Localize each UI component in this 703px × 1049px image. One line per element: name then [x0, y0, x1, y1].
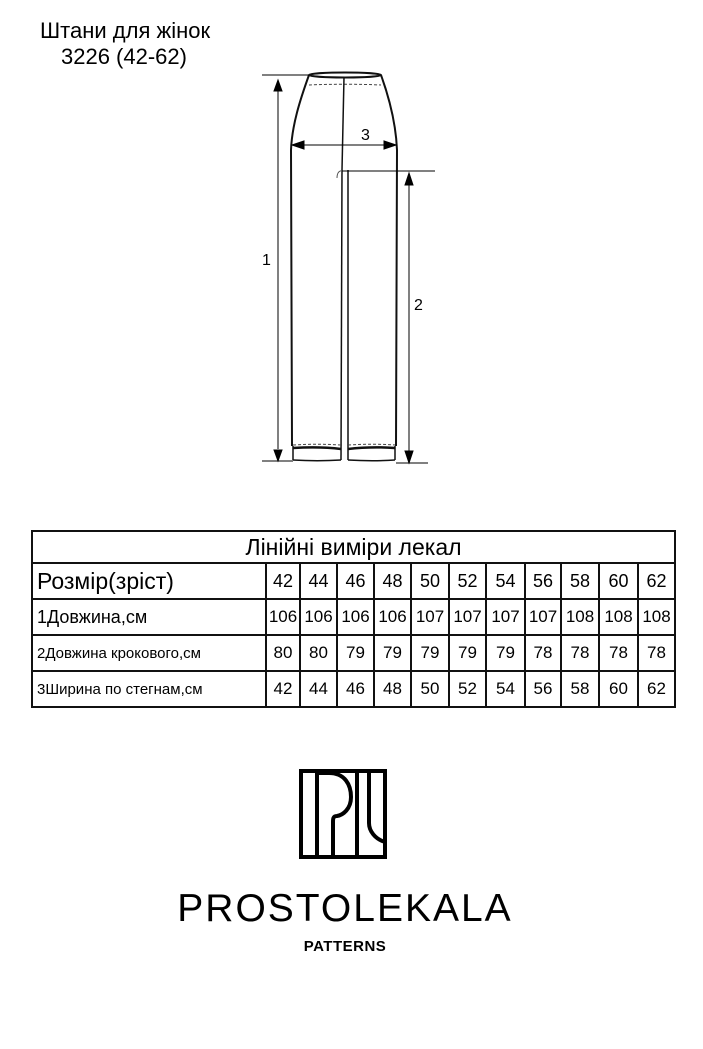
value-cell: 44 [300, 671, 337, 707]
dimension-inseam [342, 171, 435, 463]
table-row-sizes [32, 563, 675, 599]
value-cell: 79 [486, 635, 525, 671]
value-cell: 107 [525, 599, 561, 635]
value-cell: 79 [374, 635, 411, 671]
size-cell: 46 [337, 563, 374, 599]
dimension-label-2: 2 [414, 297, 423, 314]
size-cell: 42 [266, 563, 300, 599]
row-label: 1Довжина,см [32, 599, 266, 635]
value-cell: 78 [561, 635, 599, 671]
table-row-inseam [32, 635, 675, 671]
size-label: Розмір(зріст) [32, 563, 266, 599]
size-cell: 52 [449, 563, 486, 599]
value-cell: 80 [300, 635, 337, 671]
value-cell: 50 [411, 671, 449, 707]
value-cell: 108 [599, 599, 638, 635]
trousers-outline [291, 73, 397, 461]
value-cell: 52 [449, 671, 486, 707]
value-cell: 106 [266, 599, 300, 635]
value-cell: 107 [449, 599, 486, 635]
value-cell: 106 [337, 599, 374, 635]
value-cell: 56 [525, 671, 561, 707]
value-cell: 60 [599, 671, 638, 707]
value-cell: 79 [337, 635, 374, 671]
value-cell: 78 [599, 635, 638, 671]
value-cell: 54 [486, 671, 525, 707]
value-cell: 107 [411, 599, 449, 635]
size-cell: 54 [486, 563, 525, 599]
brand-tagline: PATTERNS [303, 938, 387, 955]
measurements-table [31, 530, 676, 708]
value-cell: 106 [374, 599, 411, 635]
value-cell: 80 [266, 635, 300, 671]
size-cell: 48 [374, 563, 411, 599]
value-cell: 46 [337, 671, 374, 707]
table-row-length [32, 599, 675, 635]
size-cell: 56 [525, 563, 561, 599]
row-label: 3Ширина по стегнам,см [32, 671, 266, 707]
value-cell: 79 [449, 635, 486, 671]
brand-name: PROSTOLEKALA [177, 887, 513, 930]
value-cell: 79 [411, 635, 449, 671]
size-cell: 50 [411, 563, 449, 599]
table-title: Лінійні виміри лекал [32, 531, 675, 563]
value-cell: 48 [374, 671, 411, 707]
size-cell: 62 [638, 563, 675, 599]
trousers-technical-drawing [0, 0, 703, 500]
dimension-hip-width [292, 141, 396, 149]
value-cell: 62 [638, 671, 675, 707]
value-cell: 106 [300, 599, 337, 635]
size-cell: 60 [599, 563, 638, 599]
value-cell: 78 [525, 635, 561, 671]
pattern-number-sizes: 3226 (42-62) [61, 44, 187, 69]
value-cell: 108 [561, 599, 599, 635]
value-cell: 107 [486, 599, 525, 635]
value-cell: 108 [638, 599, 675, 635]
seam-lines [293, 84, 395, 445]
brand-logo-icon [299, 769, 387, 859]
dimension-label-1: 1 [262, 252, 271, 269]
value-cell: 58 [561, 671, 599, 707]
garment-name: Штани для жінок [40, 18, 211, 43]
size-cell: 44 [300, 563, 337, 599]
table-row-hip-width [32, 671, 675, 707]
value-cell: 42 [266, 671, 300, 707]
dimension-label-3: 3 [361, 127, 370, 144]
size-cell: 58 [561, 563, 599, 599]
value-cell: 78 [638, 635, 675, 671]
row-label: 2Довжина крокового,см [32, 635, 266, 671]
